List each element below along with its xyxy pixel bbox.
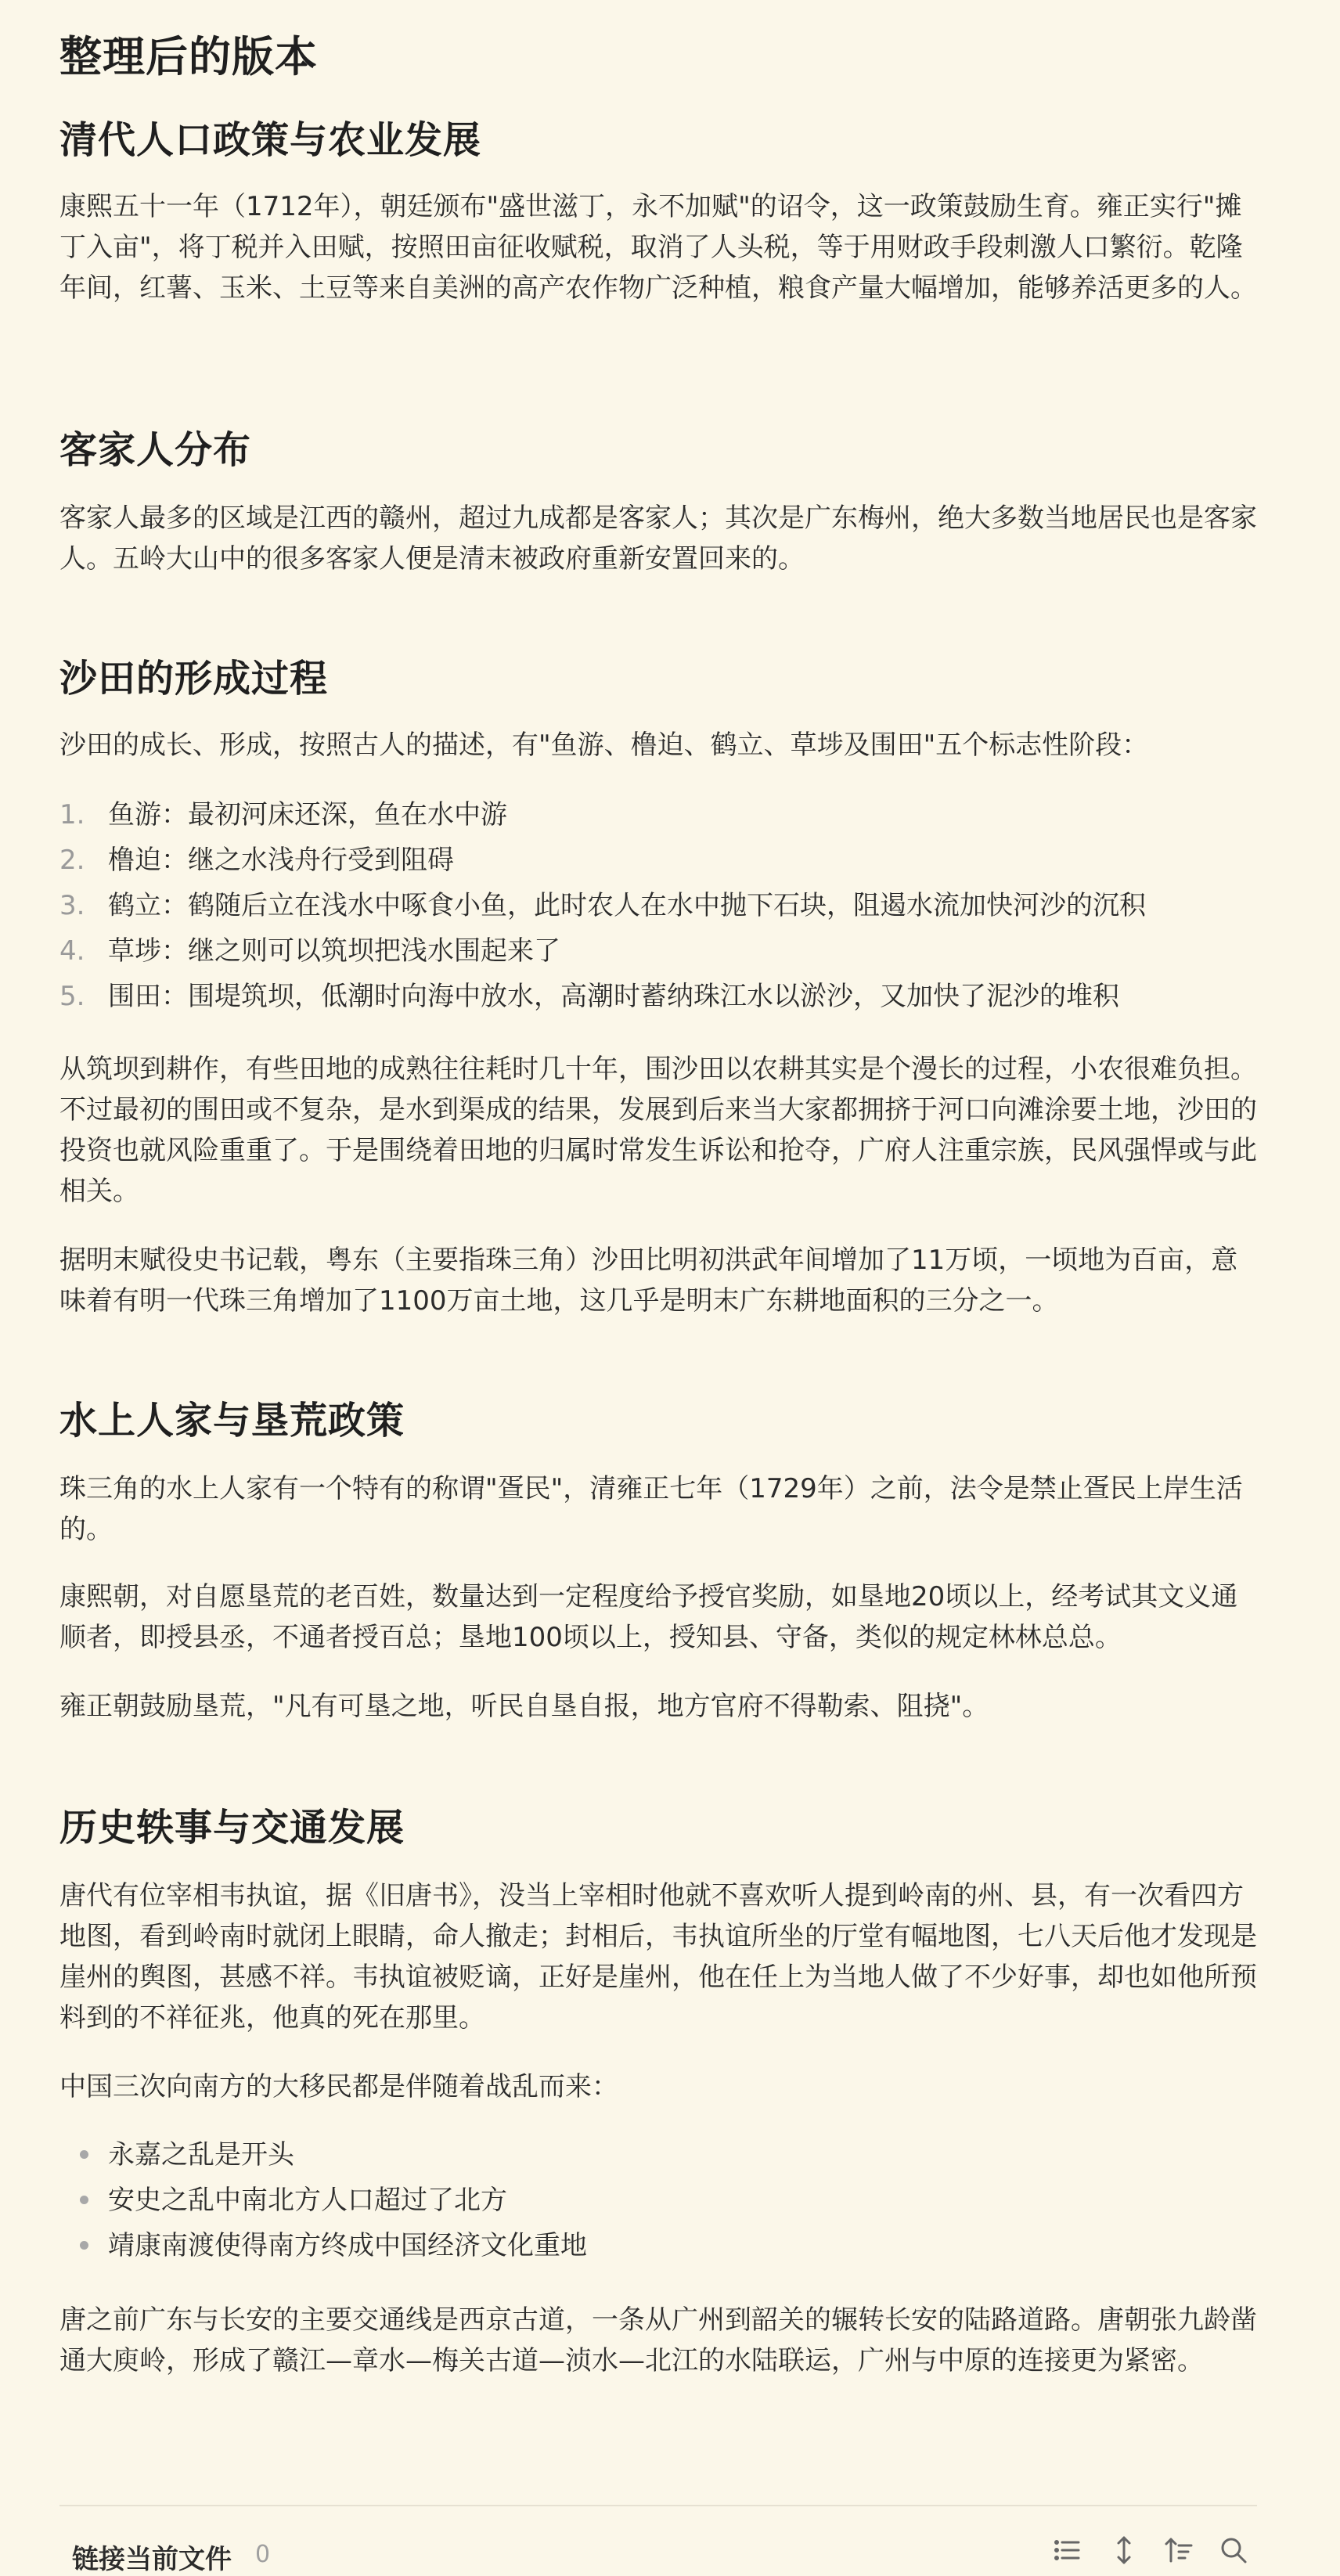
- list-item-text: 安史之乱中南北方人口超过了北方: [108, 2185, 507, 2216]
- bullet-icon: [80, 2150, 88, 2159]
- list-item: [59, 792, 1257, 838]
- backlinks-panel: [59, 2505, 1257, 2575]
- migration-list: [59, 2132, 1257, 2268]
- list-number: 5.: [59, 981, 85, 1012]
- paragraph: 唐之前广东与长安的主要交通线是西京古道，一条从广州到韶关的辗转长安的陆路道路。唐朝张九龄凿通大庾岭，形成了赣江—章水—梅关古道—浈水—北江的水陆联运，广州与中原的连接更为紧密。: [59, 2304, 1257, 2376]
- list-item: [59, 838, 1257, 883]
- section-heading: 客家人分布: [59, 428, 252, 472]
- backlinks-count: 0: [255, 2541, 271, 2568]
- list-item: [59, 2132, 1257, 2178]
- sort-vertical-icon[interactable]: [1108, 2535, 1140, 2566]
- list-item: [59, 2178, 1257, 2223]
- list-item: [59, 883, 1257, 928]
- doc-title: 整理后的版本: [59, 32, 318, 81]
- paragraph: 据明末赋役史书记载，粤东（主要指珠三角）沙田比明初洪武年间增加了11万顷，一顷地为百亩，意味着有明一代珠三角增加了1100万亩土地，这几乎是明末广东耕地面积的三分之一。: [59, 1245, 1238, 1317]
- section-heading: 沙田的形成过程: [59, 657, 329, 701]
- list-item: [59, 928, 1257, 974]
- paragraph: 珠三角的水上人家有一个特有的称谓"疍民"，清雍正七年（1729年）之前，法令是禁止疍民上岸生活的。: [59, 1473, 1243, 1545]
- bullet-icon: [80, 2241, 88, 2250]
- list-number: 3.: [59, 890, 85, 921]
- search-icon[interactable]: [1218, 2535, 1249, 2566]
- paragraph: 康熙朝，对自愿垦荒的老百姓，数量达到一定程度给予授官奖励，如垦地20顷以上，经考试其文义通顺者，即授县丞，不通者授百总；垦地100顷以上，授知县、守备，类似的规定林林总总。: [59, 1581, 1238, 1653]
- paragraph: 客家人最多的区域是江西的赣州，超过九成都是客家人；其次是广东梅州，绝大多数当地居民也是客家人。五岭大山中的很多客家人便是清末被政府重新安置回来的。: [59, 503, 1257, 575]
- section-heading: 清代人口政策与农业发展: [59, 118, 482, 162]
- list-item-text: 永嘉之乱是开头: [108, 2139, 294, 2171]
- list-item-text: 靖康南渡使得南方终成中国经济文化重地: [108, 2230, 587, 2261]
- section-heading: 水上人家与垦荒政策: [59, 1399, 405, 1443]
- list-item: [59, 974, 1257, 1019]
- paragraph: 康熙五十一年（1712年），朝廷颁布"盛世滋丁，永不加赋"的诏令，这一政策鼓励生育。雍正实行"摊丁入亩"，将丁税并入田赋，按照田亩征收赋税，取消了人头税，等于用财政手段刺激人口繁衍。乾隆年间，红薯、玉米、土豆等来自美洲的高产农作物广泛种植，粮食产量大幅增加，能够养活更多的人。: [59, 191, 1257, 304]
- list-item-text: 鱼游：最初河床还深，鱼在水中游: [108, 799, 507, 830]
- sort-ascending-icon[interactable]: [1163, 2535, 1194, 2566]
- list-icon[interactable]: [1052, 2535, 1083, 2566]
- stage-list: [59, 792, 1257, 1019]
- paragraph: 从筑坝到耕作，有些田地的成熟往往耗时几十年，围沙田以农耕其实是个漫长的过程，小农很难负担。不过最初的围田或不复杂，是水到渠成的结果，发展到后来当大家都拥挤于河口向滩涂要土地，沙田的投资也就风险重重了。于是围绕着田地的归属时常发生诉讼和抢夺，广府人注重宗族，民风强悍或与此相关。: [59, 1054, 1257, 1207]
- list-number: 2.: [59, 845, 85, 876]
- list-item: [59, 2223, 1257, 2268]
- paragraph: 雍正朝鼓励垦荒，"凡有可垦之地，听民自垦自报，地方官府不得勒索、阻挠"。: [59, 1691, 989, 1722]
- list-number: 1.: [59, 799, 85, 830]
- list-item-text: 草埗：继之则可以筑坝把浅水围起来了: [108, 935, 560, 967]
- list-item-text: 橹迫：继之水浅舟行受到阻碍: [108, 845, 454, 876]
- list-item-text: 鹤立：鹤随后立在浅水中啄食小鱼，此时农人在水中抛下石块，阻遏水流加快河沙的沉积: [108, 890, 1146, 921]
- section-heading: 历史轶事与交通发展: [59, 1806, 405, 1850]
- backlinks-title: 链接当前文件: [72, 2544, 232, 2575]
- paragraph: 沙田的成长、形成，按照古人的描述，有"鱼游、橹迫、鹤立、草埗及围田"五个标志性阶段：: [59, 730, 1149, 761]
- bullet-icon: [80, 2196, 88, 2204]
- list-number: 4.: [59, 935, 85, 967]
- list-item-text: 围田：围堤筑坝，低潮时向海中放水，高潮时蓄纳珠江水以淤沙，又加快了泥沙的堆积: [108, 981, 1119, 1012]
- paragraph: 唐代有位宰相韦执谊，据《旧唐书》，没当上宰相时他就不喜欢听人提到岭南的州、县，有一次看四方地图，看到岭南时就闭上眼睛，命人撤走；封相后，韦执谊所坐的厅堂有幅地图，七八天后他才发现是崖州的舆图，甚感不祥。韦执谊被贬谪，正好是崖州，他在任上为当地人做了不少好事，却也如他所预料到的不祥征兆，他真的死在那里。: [59, 1880, 1257, 2034]
- paragraph: 中国三次向南方的大移民都是伴随着战乱而来：: [59, 2071, 618, 2102]
